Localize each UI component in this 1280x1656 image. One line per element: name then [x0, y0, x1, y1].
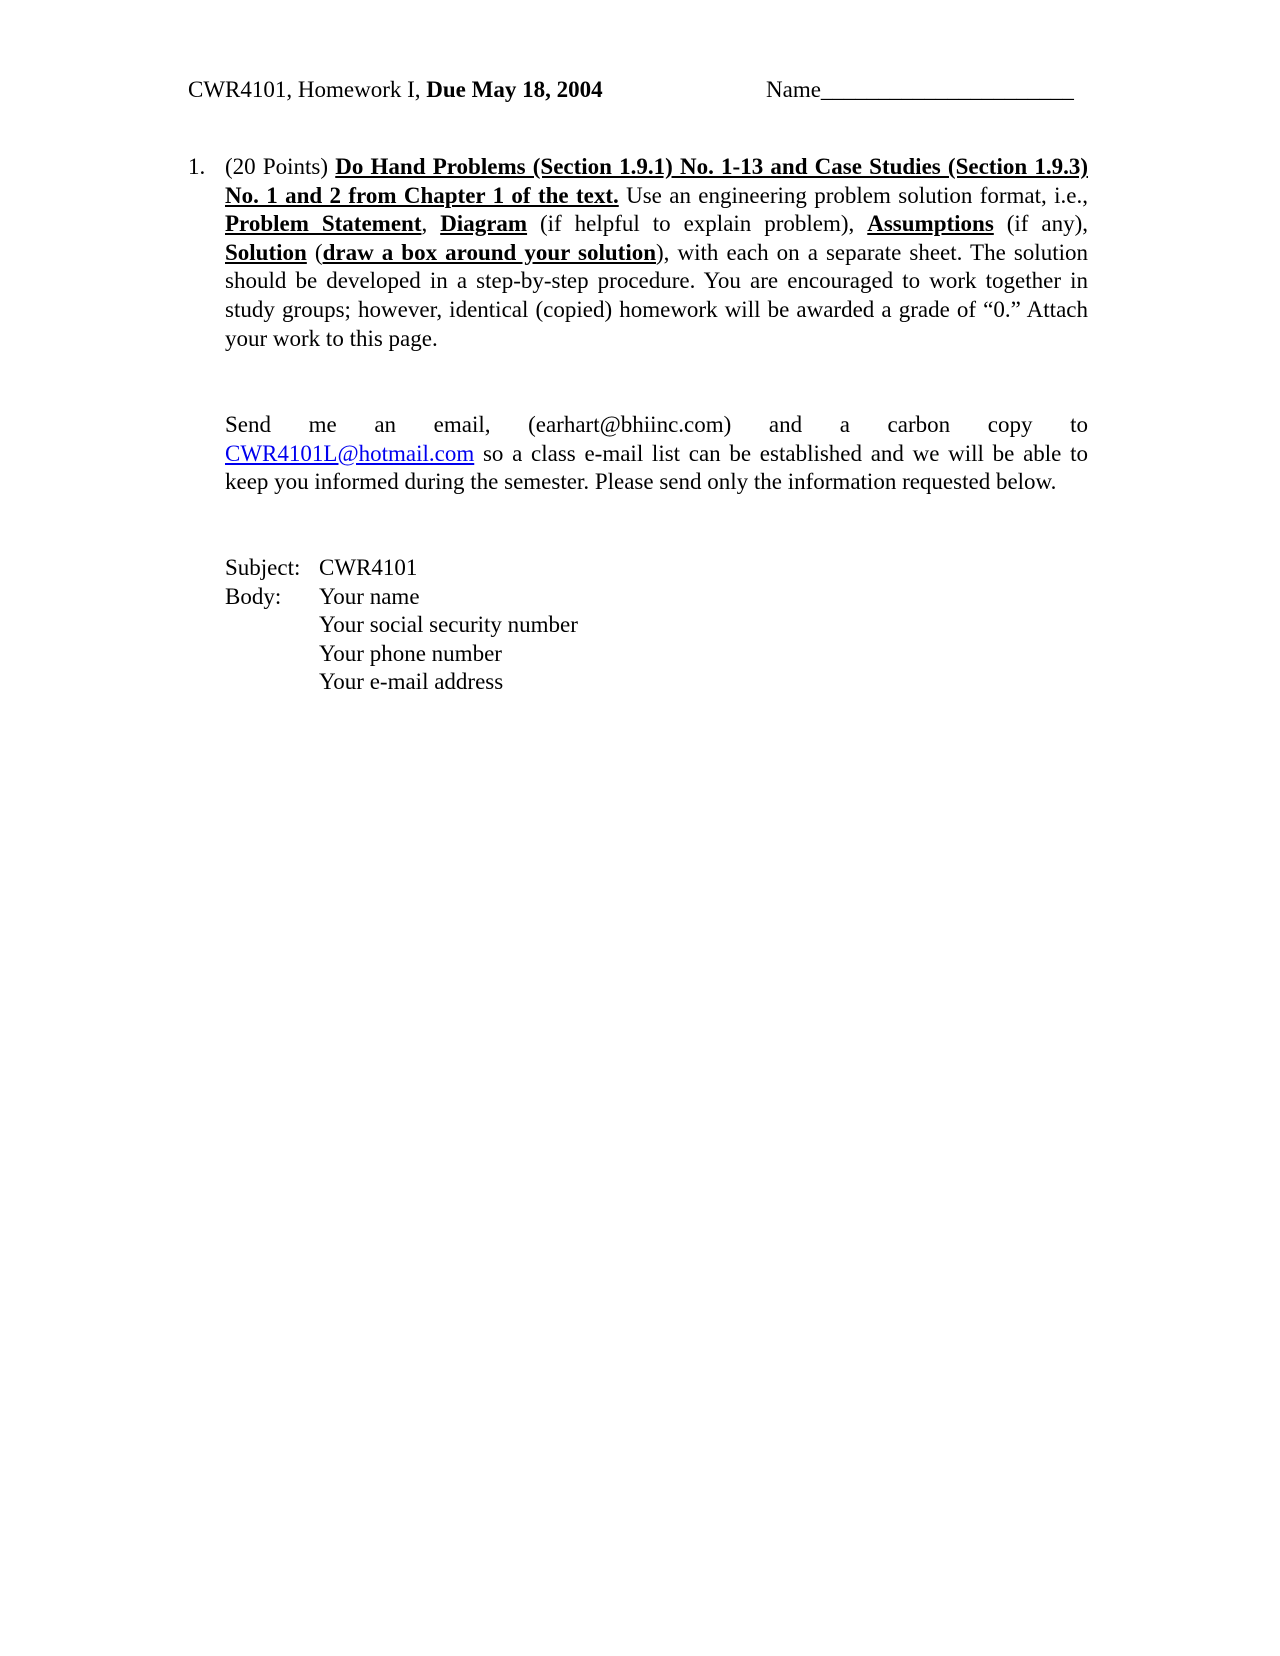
course-title: CWR4101, Homework I, [188, 77, 427, 102]
word: and [768, 412, 803, 437]
word: copy [987, 412, 1033, 437]
subject-value: CWR4101 [319, 555, 418, 580]
word: Send [225, 412, 271, 437]
subject-label: Subject: [225, 555, 301, 580]
name-field-label: Name______________________ [766, 77, 1074, 102]
email-template [225, 554, 925, 697]
text-segment: , [421, 211, 441, 237]
body-line: Your phone number [319, 640, 502, 666]
word: carbon [887, 412, 951, 437]
email-rest [225, 440, 1088, 497]
due-date: Due May 18, 2004 [426, 77, 603, 102]
class-email-link[interactable]: CWR4101L@hotmail.com [225, 440, 475, 466]
body-line: Your name [319, 583, 420, 609]
diagram-term: Diagram [440, 211, 528, 237]
subject-row [225, 554, 925, 583]
body-row [225, 640, 925, 669]
problem-statement-term: Problem Statement [225, 211, 422, 237]
body-row [225, 611, 925, 640]
email-instructions [225, 411, 1088, 497]
word: me [308, 412, 337, 437]
body-row [225, 668, 925, 697]
body-line: Your social security number [319, 612, 578, 638]
body-label: Body: [225, 583, 282, 609]
word: a [839, 412, 850, 437]
word: to [1070, 412, 1088, 437]
text-segment: Use an engineering problem solution format, i.e., [618, 182, 1088, 208]
word: email, [433, 412, 491, 437]
text-segment: ( [306, 239, 323, 265]
assumptions-term: Assumptions [867, 211, 994, 237]
word: an [374, 412, 397, 437]
email-rest-text: so a class e-mail list can be established and we will be able to keep you informed during the semester. Please send only the information requested below. [225, 440, 1088, 495]
points-text: (20 Points) [225, 154, 336, 179]
item-text [225, 153, 1088, 353]
email-first-line [225, 411, 1088, 440]
task-text: Do Hand Problems (Section 1.9.1) No. 1-13 and Case Studies (Section 1.9.3) No. 1 and 2 from Chapter 1 of the text. [225, 154, 1088, 208]
document-header [188, 76, 1088, 106]
text-segment: ), with each on a separate sheet. The solution should be developed in a step-by-step procedure. You are encouraged to work together in study groups; however, identical (copied) homework will be awarded a grade of “0.” Attach your work to this page. [225, 239, 1088, 351]
instructor-email: (earhart@bhiinc.com) [528, 412, 732, 437]
item-number: 1. [188, 154, 206, 179]
body-line: Your e-mail address [319, 669, 504, 695]
solution-term: Solution [225, 239, 307, 265]
text-segment: (if any), [993, 211, 1089, 237]
box-instruction: draw a box around your solution [322, 239, 657, 265]
header-title [188, 76, 603, 105]
body-row [225, 583, 925, 612]
text-segment: (if helpful to explain problem), [527, 211, 868, 237]
